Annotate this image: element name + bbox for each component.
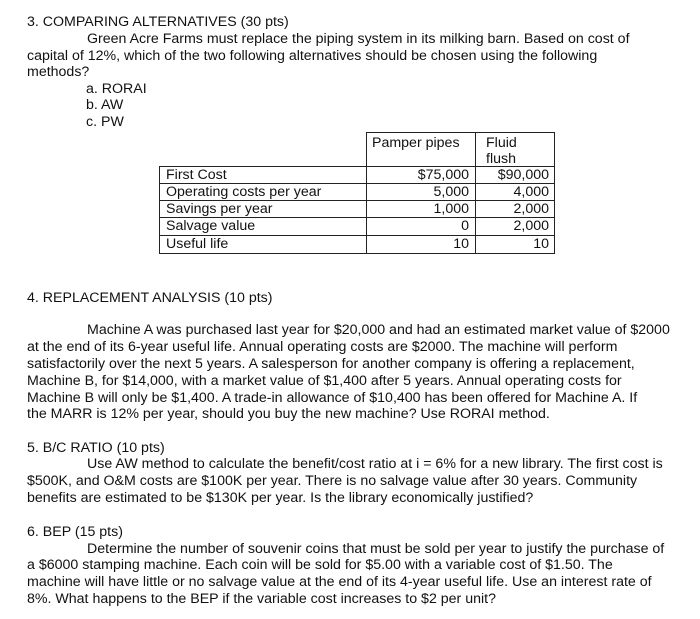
- row-label-useful-life: Useful life: [166, 236, 229, 252]
- q5-line-1: Use AW method to calculate the benefit/cost ratio at i = 6% for a new library. The first cost is: [87, 456, 663, 472]
- row-label-savings: Savings per year: [166, 201, 273, 217]
- cell-pamper-savings: 1,000: [433, 201, 469, 217]
- q3-line-1: Green Acre Farms must replace the piping system in its milking barn. Based on cost of: [87, 31, 630, 47]
- q6-line-1: Determine the number of souvenir coins that must be sold per year to justify the purchase of: [87, 541, 665, 557]
- q4-title: 4. REPLACEMENT ANALYSIS (10 pts): [27, 290, 273, 306]
- q4-line-2: at the end of its 6-year useful life. Annual operating costs are $2000. The machine will perform: [27, 339, 618, 355]
- q3-option-a: a. RORAI: [86, 81, 147, 97]
- q5-title: 5. B/C RATIO (10 pts): [27, 440, 165, 456]
- row-label-first-cost: First Cost: [166, 167, 227, 183]
- cell-fluid-salvage: 2,000: [513, 218, 549, 234]
- cell-pamper-first-cost: $75,000: [417, 167, 469, 183]
- header-pamper-pipes: Pamper pipes: [372, 135, 460, 151]
- cell-pamper-operating: 5,000: [433, 184, 469, 200]
- cell-fluid-first-cost: $90,000: [497, 167, 549, 183]
- header-fluid: Fluid: [486, 135, 517, 151]
- header-flush: flush: [486, 151, 516, 167]
- q5-line-2: $500K, and O&M costs are $100K per year. There is no salvage value after 30 years. Community: [27, 473, 638, 489]
- cell-fluid-useful-life: 10: [533, 236, 549, 252]
- alternatives-table: [159, 132, 555, 254]
- cell-pamper-salvage: 0: [461, 218, 469, 234]
- q4-line-5: Machine B will only be $1,400. A trade-in allowance of $10,400 has been offered for Machine A. If: [27, 390, 638, 406]
- q5-line-3: benefits are estimated to be $130K per year. Is the library economically justified?: [27, 490, 534, 506]
- q6-line-4: 8%. What happens to the BEP if the variable cost increases to $2 per unit?: [27, 591, 496, 607]
- cell-fluid-savings: 2,000: [513, 201, 549, 217]
- q4-line-3: satisfactorily over the next 5 years. A salesperson for another company is offering a replacement,: [27, 356, 635, 372]
- q3-title: 3. COMPARING ALTERNATIVES (30 pts): [27, 14, 289, 30]
- row-label-salvage: Salvage value: [166, 218, 256, 234]
- q3-option-b: b. AW: [86, 97, 124, 113]
- q4-line-1: Machine A was purchased last year for $20,000 and had an estimated market value of $2000: [87, 322, 670, 338]
- q3-line-3: methods?: [27, 64, 90, 80]
- q6-title: 6. BEP (15 pts): [27, 524, 123, 540]
- cell-pamper-useful-life: 10: [453, 236, 469, 252]
- cell-fluid-operating: 4,000: [513, 184, 549, 200]
- q4-line-4: Machine B, for $14,000, with a market value of $1,400 after 5 years. Annual operating costs for: [27, 373, 622, 389]
- q3-line-2: capital of 12%, which of the two following alternatives should be chosen using the following: [27, 48, 598, 64]
- q6-line-3: machine will have little or no salvage value at the end of its 4-year useful life. Use an interest rate of: [27, 574, 652, 590]
- q3-option-c: c. PW: [86, 114, 124, 130]
- q6-line-2: a $6000 stamping machine. Each coin will be sold for $5.00 with a variable cost of $1.50. The: [27, 557, 613, 573]
- row-label-operating: Operating costs per year: [166, 184, 322, 200]
- q4-line-6: the MARR is 12% per year, should you buy the new machine? Use RORAI method.: [27, 406, 550, 422]
